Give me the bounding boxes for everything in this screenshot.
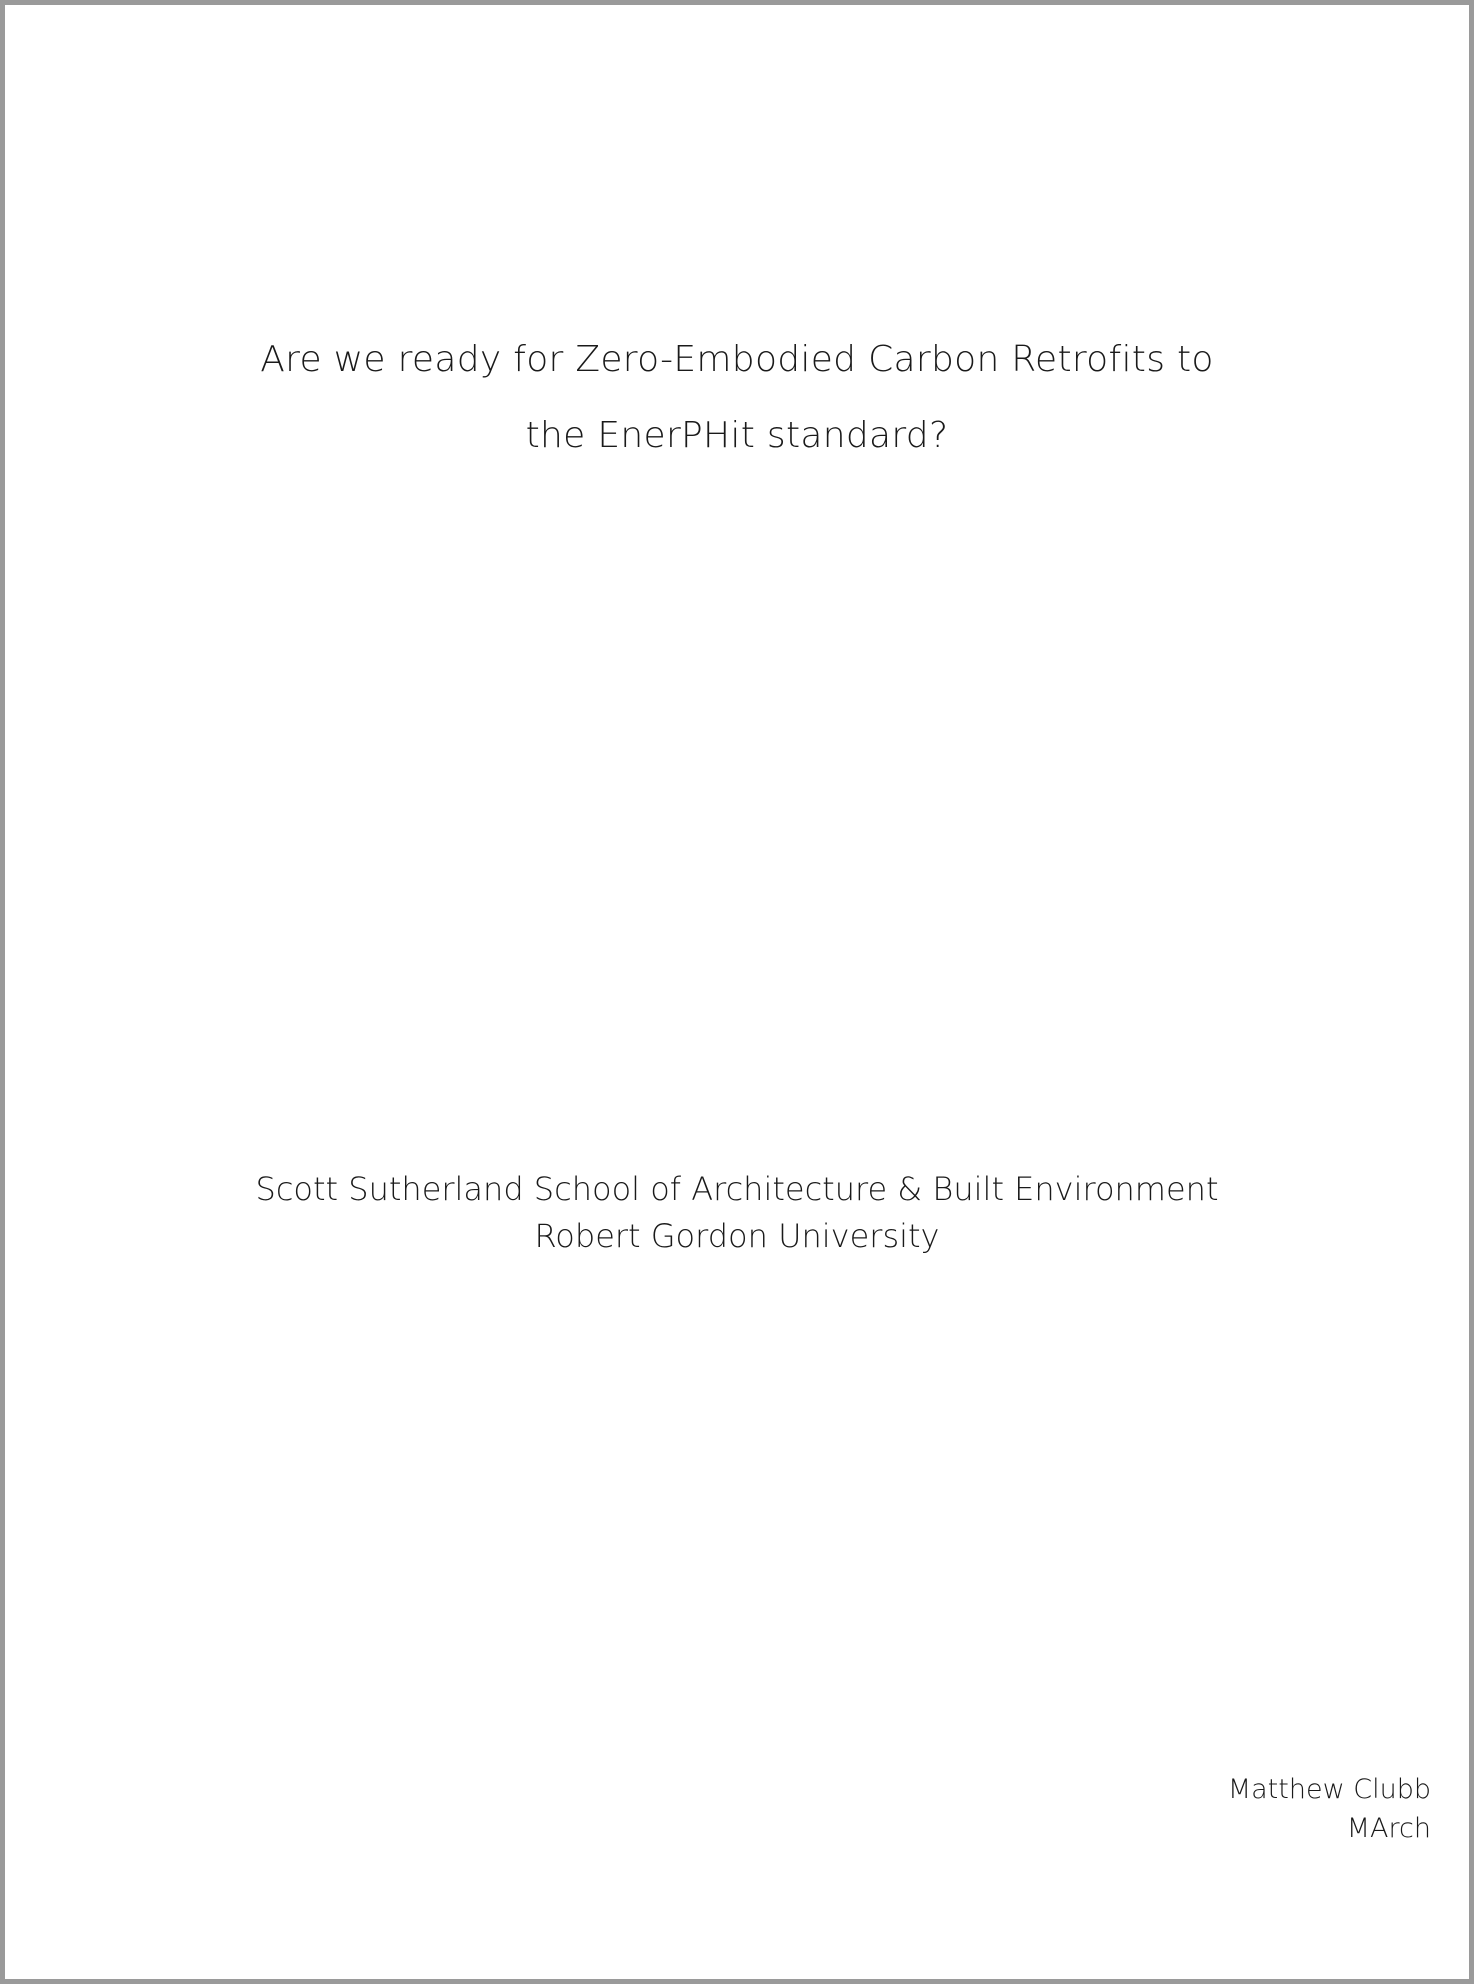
author-name: Matthew Clubb [1227, 1774, 1431, 1805]
thesis-title-line-1: Are we ready for Zero-Embodied Carbon Retrofits to [260, 339, 1214, 380]
thesis-title-line-2: the EnerPHit standard? [525, 415, 949, 456]
degree-name: MArch [1346, 1813, 1431, 1844]
school-name: Scott Sutherland School of Architecture & Built Environment [255, 1170, 1219, 1208]
university-name: Robert Gordon University [534, 1217, 940, 1255]
